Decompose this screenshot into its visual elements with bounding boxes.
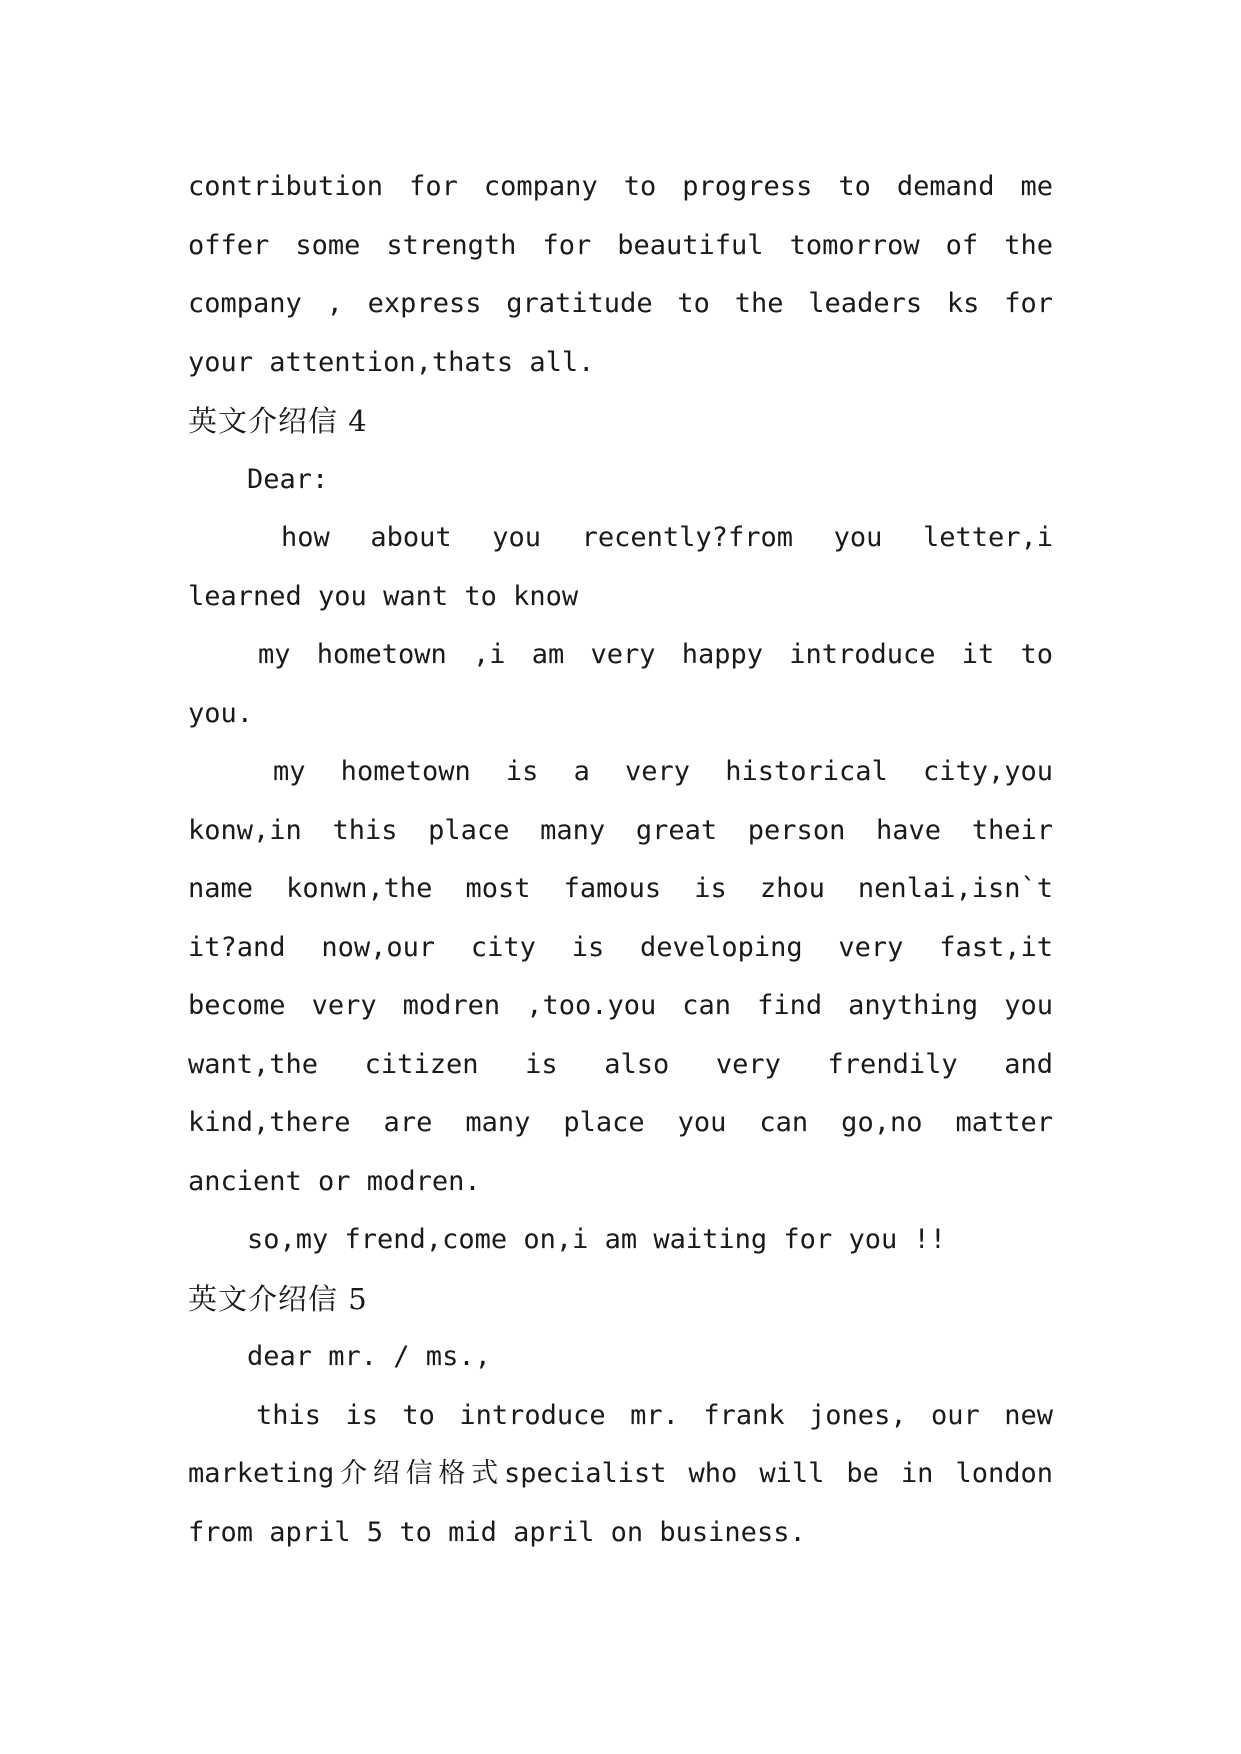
body-text-line: how about you recently?from you letter,i — [281, 522, 1053, 553]
body-text-line: kind,there are many place you can go,no matter — [188, 1107, 1053, 1138]
body-text-line: want,the citizen is also very frendily and — [188, 1048, 1053, 1080]
body-text-line: your attention,thats all. — [188, 346, 595, 378]
letter-salutation: dear mr. / ms., — [247, 1341, 491, 1372]
body-text-line: my hometown ,i am very happy introduce it to — [258, 639, 1053, 670]
body-text-line: contribution for company to progress to demand me — [188, 171, 1053, 202]
body-text-line: become very modren ,too.you can find anything you — [188, 990, 1053, 1021]
body-text-line: learned you want to know — [188, 580, 579, 612]
body-text-line: offer some strength for beautiful tomorrow of the — [188, 229, 1053, 261]
body-text-line: name konwn,the most famous is zhou nenlai,isn`t — [188, 873, 1053, 904]
section-heading: 英文介绍信 4 — [188, 404, 368, 438]
body-text-line: marketing介绍信格式specialist who will be in london — [188, 1458, 1053, 1489]
letter-salutation: Dear: — [247, 463, 329, 495]
body-text-line: company , express gratitude to the leaders ks for — [188, 288, 1053, 319]
body-text-line: it?and now,our city is developing very fast,it — [188, 931, 1053, 963]
body-text-line: ancient or modren. — [188, 1165, 481, 1197]
body-text-line: konw,in this place many great person have their — [188, 814, 1053, 846]
body-text-line: my hometown is a very historical city,you — [273, 756, 1053, 787]
document-body — [188, 158, 1053, 1562]
body-text-line: you. — [188, 697, 254, 729]
letter-closing: so,my frend,come on,i am waiting for you !! — [247, 1224, 946, 1255]
body-text-line: from april 5 to mid april on business. — [188, 1516, 806, 1548]
section-heading: 英文介绍信 5 — [188, 1281, 368, 1316]
body-text-line: this is to introduce mr. frank jones, our new — [256, 1399, 1053, 1431]
